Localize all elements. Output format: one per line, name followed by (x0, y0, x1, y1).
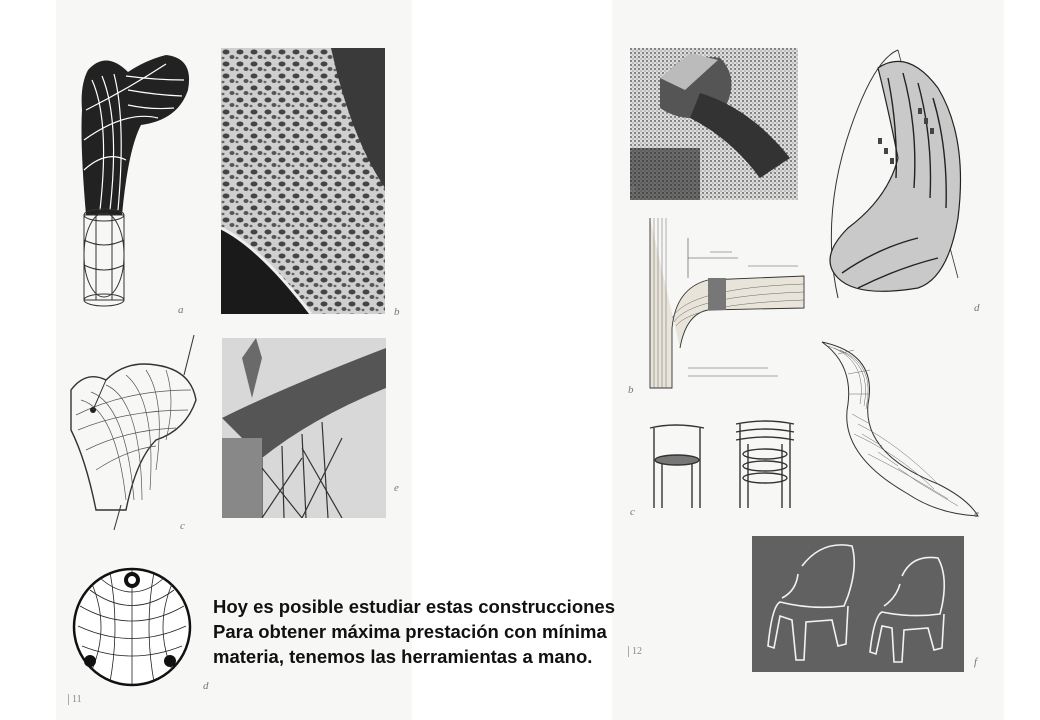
wood-joint-photo (630, 48, 798, 200)
molded-chairs-photo (752, 536, 964, 672)
stress-lines-drawing (66, 330, 206, 530)
wooden-chairs-drawing (640, 414, 804, 514)
twisted-surface-wireframe (818, 334, 986, 520)
figure-label-c: c (180, 520, 185, 532)
technical-joint-drawing (628, 218, 806, 398)
left-page-number: 11 (68, 694, 82, 705)
femur-wireframe-figure (66, 50, 196, 310)
figure-label-e-right: e (974, 508, 979, 520)
figure-label-f-right: f (974, 656, 978, 668)
figure-label-d: d (203, 680, 209, 692)
caption-line-2: Para obtener máxima prestación con mínima (213, 621, 607, 642)
figure-label-d-right: d (974, 302, 980, 314)
caption-line-1: Hoy es posible estudiar estas construcciones (213, 596, 616, 617)
figure-label-b-right: b (628, 384, 634, 396)
figure-label-a: a (178, 304, 184, 316)
caption-line-3: materia, tenemos las herramientas a mano. (213, 646, 593, 667)
circular-stress-diagram (70, 566, 200, 688)
animal-skull-drawing (818, 48, 984, 310)
right-page-number: 12 (628, 646, 642, 657)
caption-text (213, 594, 615, 669)
figure-label-e: e (394, 482, 399, 494)
eiffel-tower-photo (222, 338, 386, 518)
figure-label-b: b (394, 306, 400, 318)
figure-label-a-right: a (630, 183, 636, 195)
figure-label-c-right: c (630, 506, 635, 518)
trabecular-bone-photo (221, 48, 385, 314)
